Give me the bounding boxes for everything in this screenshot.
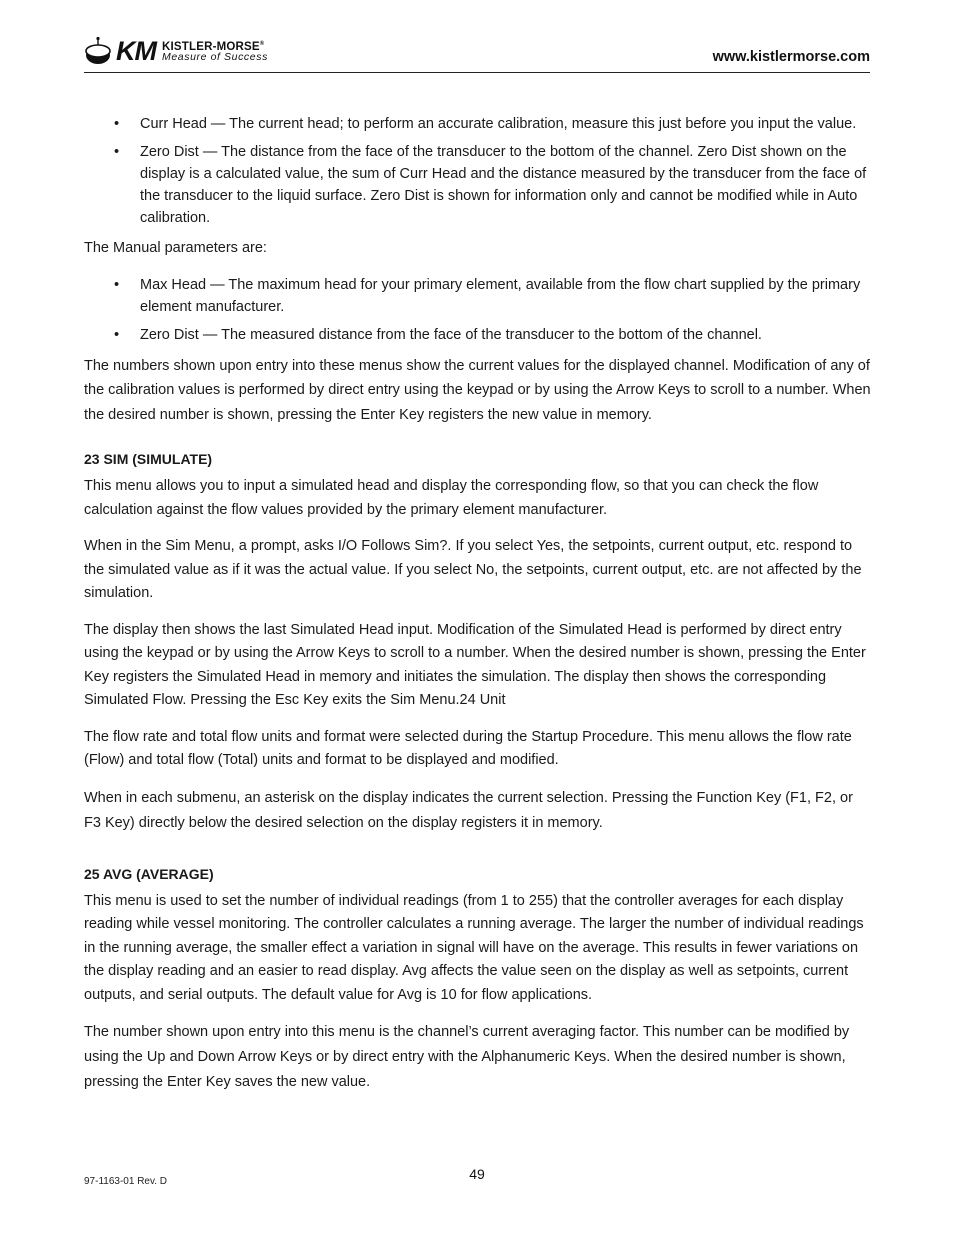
paragraph: The display then shows the last Simulated Head input. Modification of the Simulated Head is performed by direct entry using the keypad or by using the Arrow Keys to scroll to a number. When the desired number is shown, pressing the Enter Key registers the Simulated Head in memory and initiates the simulation. The display then shows the corresponding Simulated Flow. Pressing the Esc Key exits the Sim Menu.24 Unit	[84, 621, 866, 708]
list-item: • Curr Head — The current head; to perform an accurate calibration, measure this just before you input the value.	[84, 113, 872, 135]
registered-mark: ®	[259, 40, 265, 47]
site-url: www.kistlermorse.com	[712, 49, 870, 65]
section-heading-sim: 23 SIM (SIMULATE)	[84, 451, 213, 467]
paragraph-numbers: The numbers shown upon entry into these menus show the current values for the displayed channel. Modification of any of the calibration values is performed by direct entry using the keypad or by using the Arrow Keys to scroll to a number. When the desired number is shown, pressing the Enter Key registers the new value in memory.	[84, 357, 871, 423]
logo-tagline: Measure of Success	[162, 51, 268, 64]
document-number: 97-1163-01 Rev. D	[84, 1176, 168, 1187]
paragraph: This menu allows you to input a simulated head and display the corresponding flow, so that you can check the flow calculation against the flow values provided by the primary element manufacturer.	[84, 478, 819, 518]
manual-intro: The Manual parameters are:	[84, 240, 267, 256]
list-item: • Zero Dist — The measured distance from the face of the transducer to the bottom of the channel.	[84, 324, 872, 346]
page-header	[84, 34, 870, 73]
logo-km: KM	[116, 35, 156, 66]
logo-brand-name: KISTLER-MORSE®	[162, 40, 265, 53]
logo-text	[162, 39, 268, 64]
paragraph: When in each submenu, an asterisk on the display indicates the current selection. Pressing the Function Key (F1, F2, or F3 Key) directly below the desired selection on the display registers it in memory.	[84, 789, 853, 831]
auto-parameter-list	[84, 113, 872, 229]
manual-parameter-list	[84, 274, 872, 346]
page-number: 49	[469, 1166, 485, 1182]
paragraph: When in the Sim Menu, a prompt, asks I/O Follows Sim?. If you select Yes, the setpoints, current output, etc. respond to the simulated value as if it was the actual value. If you select No, the setpoints, current output, etc. are not affected by the simulation.	[84, 538, 862, 601]
paragraph: The flow rate and total flow units and format were selected during the Startup Procedure. This menu allows the flow rate (Flow) and total flow (Total) units and format to be displayed and modified.	[84, 728, 852, 768]
kistler-morse-logo	[84, 34, 268, 68]
paragraph: This menu is used to set the number of individual readings (from 1 to 255) that the controller averages for each display reading while vessel monitoring. The controller calculates a running average. The larger the number of individual readings in the running average, the smaller effect a variation in signal will have on the average. This results in fewer variations on the display reading and an easier to read display. Avg affects the value seen on the display as well as setpoints, current outputs, and serial outputs. The default value for Avg is 10 for flow applications.	[84, 892, 864, 1003]
list-item: • Max Head — The maximum head for your primary element, available from the flow chart supplied by the primary element manufacturer.	[84, 274, 872, 318]
logo-mark-icon	[84, 36, 112, 66]
list-item: • Zero Dist — The distance from the face of the transducer to the bottom of the channel. Zero Dist shown on the display is a calculated value, the sum of Curr Head and the distance measured by the transducer from the face of the transducer to the liquid surface. Zero Dist is shown for information only and cannot be modified while in Auto calibration.	[84, 141, 872, 229]
paragraph: The number shown upon entry into this menu is the channel’s current averaging factor. This number can be modified by using the Up and Down Arrow Keys or by direct entry with the Alphanumeric Keys. When the desired number is shown, pressing the Enter Key saves the new value.	[84, 1024, 850, 1090]
section-heading-avg: 25 AVG (AVERAGE)	[84, 865, 214, 882]
page-content	[84, 113, 872, 1108]
